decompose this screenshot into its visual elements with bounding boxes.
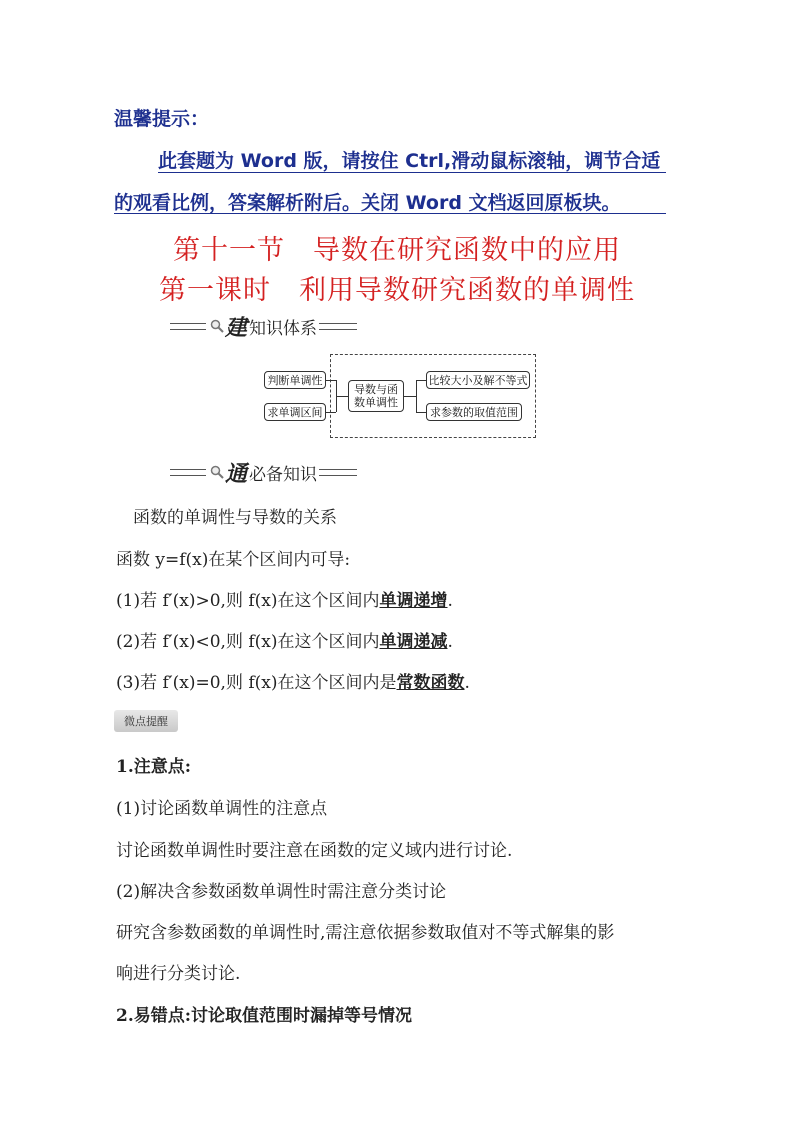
double-rule-left	[170, 323, 206, 330]
rule-key-term: 单调递减	[379, 632, 448, 652]
double-rule-left	[170, 469, 206, 476]
rule-end: .	[447, 591, 453, 611]
rule-end: .	[464, 673, 470, 693]
rule-item	[116, 668, 470, 693]
note-1-sub-2: (2)解决含参数函数单调性时需注意分类讨论	[116, 882, 447, 902]
node-derivative-monotonicity	[348, 380, 404, 412]
node-find-intervals: 求单调区间	[264, 403, 326, 421]
rule-end: .	[447, 632, 453, 652]
center-line-1: 导数与函	[354, 383, 398, 396]
tips-badge: 微点提醒	[114, 710, 178, 732]
rule-text: (3)若 f′(x)=0,则 f(x)在这个区间内是	[116, 673, 397, 693]
tip-underline-1	[158, 172, 666, 173]
rule-item	[116, 627, 453, 652]
node-judge-monotonicity: 判断单调性	[264, 371, 326, 389]
rule-item	[116, 586, 453, 611]
tip-line-2: 的观看比例，答案解析附后。关闭 Word 文档返回原板块。	[114, 192, 621, 214]
magnifier-icon	[210, 465, 224, 479]
connector	[416, 380, 426, 381]
connector	[326, 380, 336, 381]
section-title: 第十一节 导数在研究函数中的应用	[173, 235, 621, 266]
intro-line: 函数 y=f(x)在某个区间内可导:	[116, 550, 351, 570]
double-rule-right	[319, 323, 357, 330]
node-compare-inequalities: 比较大小及解不等式	[426, 371, 530, 389]
tip-underline-2	[114, 213, 666, 214]
note-1-sub-1: (1)讨论函数单调性的注意点	[116, 799, 328, 819]
note-2-title: 2.易错点:讨论取值范围时漏掉等号情况	[116, 1006, 413, 1026]
connector	[326, 412, 336, 413]
heading-label: 知识体系	[249, 318, 318, 339]
center-line-2: 数单调性	[354, 396, 398, 409]
seal-char-through: 通	[225, 460, 248, 487]
connector	[416, 412, 426, 413]
connector	[404, 396, 416, 397]
connector	[336, 396, 348, 397]
rule-key-term: 单调递增	[379, 591, 448, 611]
connector	[416, 380, 417, 412]
must-know-heading	[170, 460, 357, 487]
rule-text: (1)若 f′(x)>0,则 f(x)在这个区间内	[116, 591, 380, 611]
rule-key-term: 常数函数	[396, 673, 465, 693]
note-1-sub-2-text-2: 响进行分类讨论.	[116, 964, 241, 984]
note-1-sub-2-text-1: 研究含参数函数的单调性时,需注意依据参数取值对不等式解集的影	[116, 923, 615, 943]
knowledge-system-heading	[170, 314, 357, 341]
seal-char-build: 建	[225, 314, 248, 341]
double-rule-right	[319, 469, 357, 476]
node-parameter-range: 求参数的取值范围	[426, 403, 522, 421]
note-1-title: 1.注意点:	[116, 757, 192, 777]
note-1-sub-1-text: 讨论函数单调性时要注意在函数的定义域内进行讨论.	[116, 841, 513, 861]
magnifier-icon	[210, 319, 224, 333]
relation-heading: 函数的单调性与导数的关系	[133, 508, 337, 528]
tip-line-1: 此套题为 Word 版，请按住 Ctrl,滑动鼠标滚轴，调节合适	[158, 150, 661, 172]
rule-text: (2)若 f′(x)<0,则 f(x)在这个区间内	[116, 632, 380, 652]
heading-label: 必备知识	[249, 464, 318, 485]
lesson-title: 第一课时 利用导数研究函数的单调性	[159, 275, 635, 306]
knowledge-diagram	[264, 354, 536, 438]
tip-title: 温馨提示：	[114, 108, 210, 130]
